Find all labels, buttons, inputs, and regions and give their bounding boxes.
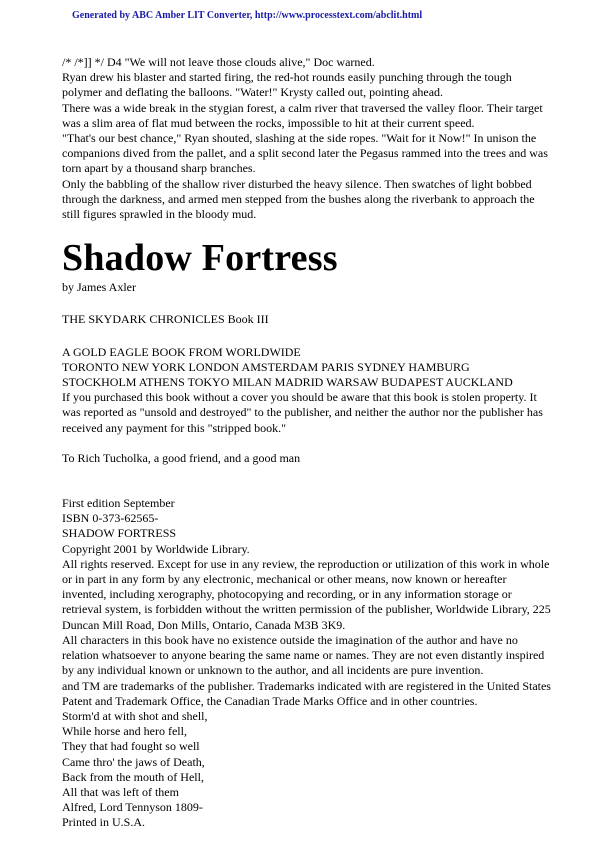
edition-line: First edition September — [62, 496, 175, 511]
trademark-notice: and TM are trademarks of the publisher. Trademarks indicated with are registered in the United States Patent and Trademark Office, the Canadian Trade Marks Office and in other countries. — [62, 678, 551, 708]
excerpt-paragraph: /* /*]] */ D4 "We will not leave those clouds alive," Doc warned. — [62, 55, 375, 69]
poem-line: Came thro' the jaws of Death, — [62, 754, 205, 769]
poem-line: All that was left of them — [62, 784, 179, 799]
series-line: THE SKYDARK CHRONICLES Book III — [62, 312, 269, 327]
poem-line: While horse and hero fell, — [62, 724, 187, 739]
title-caps-line: SHADOW FORTRESS — [62, 526, 177, 541]
book-title: Shadow Fortress — [62, 237, 338, 280]
excerpt-paragraph: There was a wide break in the stygian forest, a calm river that traversed the valley floor. Their target was a slim area of flat mud between the rocks, impossible to hit at their current speed. — [62, 100, 543, 130]
dedication: To Rich Tucholka, a good friend, and a good man — [62, 450, 301, 465]
excerpt-paragraph: Only the babbling of the shallow river disturbed the heavy silence. Then swatches of light bobbed through the darkness, and armed men stepped from the bushes along the riverbank to approach the still figures sprawled in the bloody mud. — [62, 176, 535, 222]
isbn-line: ISBN 0-373-62565- — [62, 511, 159, 526]
excerpt-paragraph: "That's our best chance," Ryan shouted, slashing at the side ropes. "Wait for it Now!" In unison the companions dived from the pallet, and a split second later the Pegasus rammed into the trees and was torn apart by a thousand sharp branches. — [62, 131, 548, 176]
poem-line: They that had fought so well — [62, 739, 200, 754]
document-body — [62, 55, 552, 831]
poem-line: Back from the mouth of Hell, — [62, 769, 204, 784]
generator-header: Generated by ABC Amber LIT Converter, http://www.processtext.com/abclit.html — [72, 10, 423, 21]
poem-attribution: Alfred, Lord Tennyson 1809- — [62, 800, 203, 815]
publisher-cities-line: STOCKHOLM ATHENS TOKYO MILAN MADRID WARSAW BUDAPEST AUCKLAND — [62, 375, 513, 390]
copyright-line: Copyright 2001 by Worldwide Library. — [62, 541, 250, 556]
publisher-line: A GOLD EAGLE BOOK FROM WORLDWIDE — [62, 344, 301, 359]
publisher-cities-line: TORONTO NEW YORK LONDON AMSTERDAM PARIS SYDNEY HAMBURG — [62, 359, 470, 374]
printed-line: Printed in U.S.A. — [62, 815, 146, 830]
stripped-book-notice: If you purchased this book without a cover you should be aware that this book is stolen property. It was reported as "unsold and destroyed" to the publisher, and neither the author nor the publisher has received any payment for this "stripped book." — [62, 390, 543, 435]
poem-line: Storm'd at with shot and shell, — [62, 708, 208, 723]
fiction-notice: All characters in this book have no existence outside the imagination of the author and have no relation whatsoever to anyone bearing the same name or names. They are not even distantly inspired by any individual known or unknown to the author, and all incidents are pure invention. — [62, 632, 545, 678]
excerpt-paragraph: Ryan drew his blaster and started firing, the red-hot rounds easily punching through the tough polymer and deflating the balloons. "Water!" Krysty called out, pointing ahead. — [62, 70, 512, 100]
rights-notice: All rights reserved. Except for use in any review, the reproduction or utilization of this work in whole or in part in any form by any electronic, mechanical or other means, now known or hereafter invented, including xerography, photocopying and recording, or in any information storage or retrieval system, is forbidden without the written permission of the publisher, Worldwide Library, 225 Duncan Mill Road, Don Mills, Ontario, Canada M3B 3K9. — [62, 556, 551, 632]
author-line: by James Axler — [62, 280, 136, 295]
